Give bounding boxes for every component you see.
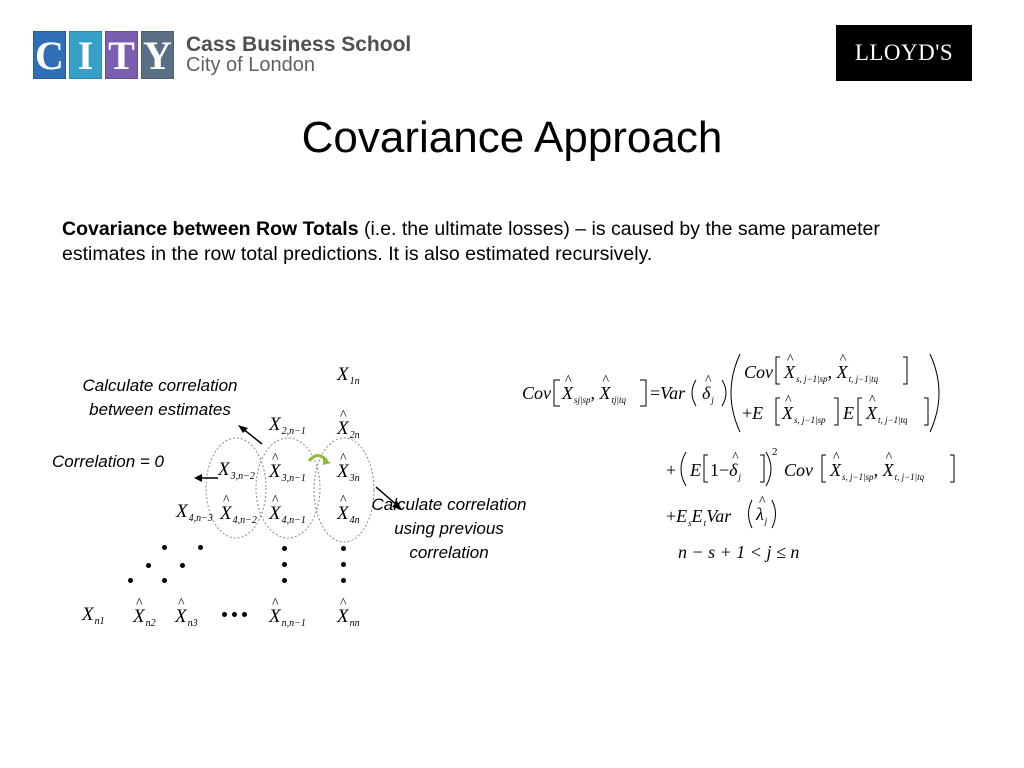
bracket (924, 398, 928, 425)
formula-line1-args: ^ $X_{s, j-1|sp}$, ^ $X_{t, j-1|tq}$ (784, 363, 878, 384)
body-bold-term: Covariance between Row Totals (62, 218, 359, 240)
paren (772, 500, 776, 528)
formula-line2-e: E (843, 403, 854, 423)
lloyds-logo: LLOYD'S (836, 25, 972, 81)
city-logo-tile: Y (141, 31, 174, 79)
dot (162, 545, 167, 550)
note-previous-correlation: Calculate correlation using previous correlation (371, 495, 527, 562)
matrix-x-2-n-1: $X_{2,n-1}$ (269, 414, 306, 437)
bracket (760, 455, 764, 482)
paren (722, 380, 726, 406)
formula-line4-lambda-hat: ^ $\lambda_j$ (756, 505, 767, 526)
matrix-xhat-nn: ^ $X_{nn}$ (337, 607, 360, 629)
matrix-x-4-n-3: $X_{4,n-3}$ (176, 501, 213, 524)
formula-lhs-args: ^ $X_{sj|sp}$, ^ $X_{tj|tq}$ (562, 384, 626, 405)
paren (749, 500, 753, 528)
matrix-x-n1: $X_{n1}$ (82, 604, 105, 627)
formula-line3-square: 2 (772, 446, 778, 458)
formula-range: n − s + 1 < j ≤ n (678, 542, 800, 562)
body-text-rest: (i.e. the ultimate losses) – is caused by the same parameter estimates in the row total predictions. It is also estimated recursively. (62, 218, 880, 265)
formula-equals-var: =Var (650, 383, 686, 403)
slide-title: Covariance Approach (301, 113, 723, 162)
bracket (554, 380, 560, 406)
matrix-xhat-4-n-1: ^ $X_{4,n-1}$ (269, 504, 306, 526)
school-subtitle: City of London (186, 54, 315, 76)
dot (341, 578, 346, 583)
paren (766, 452, 771, 486)
city-logo-tile: I (69, 31, 102, 79)
dot (242, 612, 247, 617)
paren (681, 452, 686, 486)
matrix-xhat-2n: ^ $X_{2n}$ (337, 419, 360, 441)
dot (282, 578, 287, 583)
formula-line3-args: ^ $X_{s, j-1|sp}$, ^ $X_{t, j-1|tq}$ (830, 461, 924, 482)
dot (146, 563, 151, 568)
bracket (640, 380, 646, 406)
dot (341, 562, 346, 567)
formula-line2-arg1: ^ $X_{s, j-1|sp}$ (782, 404, 826, 425)
bracket (950, 455, 954, 482)
matrix-x-3-n-2: $X_{3,n-2}$ (218, 459, 255, 482)
formula-delta-hat: ^ $\delta_j$ (702, 384, 714, 405)
matrix-xhat-n3: ^ $X_{n3}$ (175, 607, 198, 629)
dot (282, 562, 287, 567)
city-logo-tile: T (105, 31, 138, 79)
bracket (704, 455, 708, 482)
big-paren (930, 354, 939, 432)
note-correlation-zero: Correlation = 0 (52, 452, 164, 471)
dot (341, 546, 346, 551)
dot (162, 578, 167, 583)
matrix-xhat-3-n-1: ^ $X_{3,n-1}$ (269, 462, 306, 484)
formula-line2-plus-e: +E (742, 403, 764, 423)
matrix-xhat-n-n-1: ^ $X_{n,n-1}$ (269, 607, 306, 629)
big-paren (731, 354, 740, 432)
bracket (858, 398, 862, 425)
matrix-x-1n: $X_{1n}$ (337, 364, 360, 387)
bracket (776, 398, 780, 425)
dot (128, 578, 133, 583)
matrix-xhat-4-n-2: ^ $X_{4,n-2}$ (220, 504, 257, 526)
note-correlation-between-estimates: Calculate correlation between estimates (82, 376, 238, 419)
dot (180, 563, 185, 568)
matrix-xhat-n2: ^ $X_{n2}$ (133, 607, 156, 629)
formula-line4-es-et-var: $+E_sE_tVar$ (666, 506, 732, 528)
paren (692, 380, 696, 406)
formula-line3-plus: + (666, 460, 677, 480)
dot (222, 612, 227, 617)
matrix-xhat-3n: ^ $X_{3n}$ (337, 462, 360, 484)
arrow-head (194, 474, 202, 482)
formula-line3-e: E (690, 460, 701, 480)
city-logo-tile: C (33, 31, 66, 79)
bracket (776, 357, 780, 384)
matrix-xhat-4n: ^ $X_{4n}$ (337, 504, 360, 526)
bracket (822, 455, 826, 482)
formula-cov-lhs: Cov (522, 383, 551, 403)
dot (198, 545, 203, 550)
bracket (834, 398, 838, 425)
formula-line3-cov: Cov (784, 460, 813, 480)
formula-line2-arg2: ^ $X_{t, j-1|tq}$ (866, 404, 908, 425)
formula-line3-one-minus-delta: 1−^ $\delta_j$ (710, 461, 741, 482)
dot (232, 612, 237, 617)
formula-line1-cov: Cov (744, 362, 773, 382)
bracket (903, 357, 907, 384)
dot (282, 546, 287, 551)
school-name: Cass Business School (186, 33, 412, 56)
